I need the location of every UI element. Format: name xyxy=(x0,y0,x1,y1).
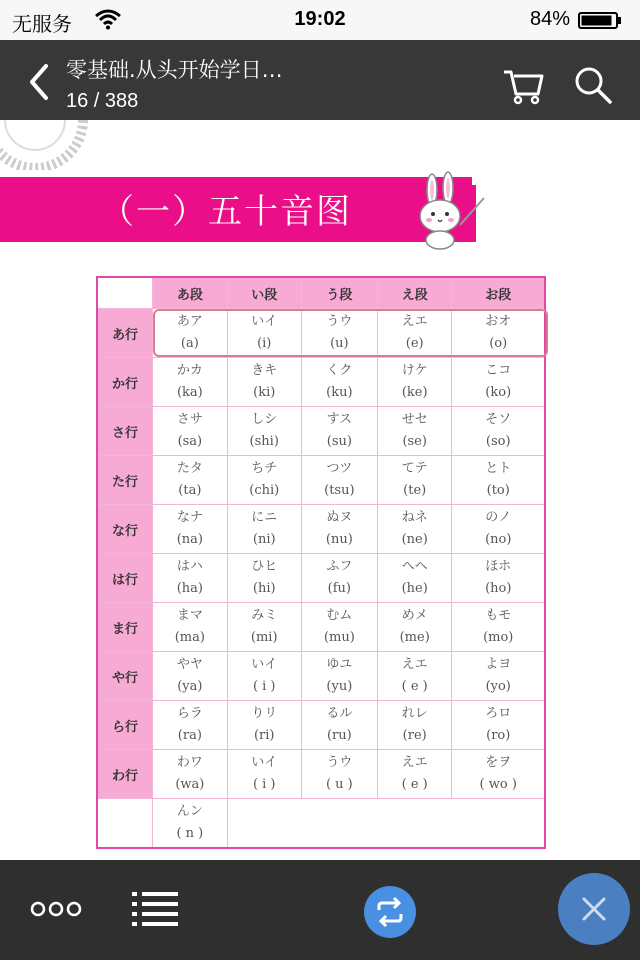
kana-cell xyxy=(227,652,301,701)
kana-chars: ひヒ xyxy=(251,559,278,574)
column-header: お段 xyxy=(452,277,545,309)
kana-chars: いイ xyxy=(251,657,278,672)
kana-chars: すス xyxy=(326,412,353,427)
romaji: (ne) xyxy=(401,532,428,547)
romaji: (na) xyxy=(176,532,203,547)
table-row xyxy=(97,407,545,456)
romaji: (nu) xyxy=(325,532,353,547)
kana-cell xyxy=(452,750,545,799)
romaji: ( i ) xyxy=(252,777,276,792)
romaji: (fu) xyxy=(327,581,351,596)
row-header: た行 xyxy=(97,456,153,505)
kana-cell xyxy=(452,701,545,750)
kana-cell xyxy=(301,750,377,799)
romaji: (i) xyxy=(257,336,272,351)
kana-chars: くク xyxy=(326,363,353,378)
kana-chars: むム xyxy=(326,608,353,623)
row-header: ら行 xyxy=(97,701,153,750)
search-icon[interactable] xyxy=(572,64,614,106)
table-row xyxy=(97,456,545,505)
kana-chars: そソ xyxy=(485,412,512,427)
kana-cell xyxy=(377,652,452,701)
table-row xyxy=(97,603,545,652)
romaji: (to) xyxy=(486,483,510,498)
romaji: (ku) xyxy=(326,385,353,400)
column-header: あ段 xyxy=(153,277,228,309)
kana-cell xyxy=(377,750,452,799)
kana-cell xyxy=(227,554,301,603)
kana-cell xyxy=(452,554,545,603)
kana-chars: をヲ xyxy=(485,755,512,770)
kana-chars: るル xyxy=(326,706,353,721)
romaji: ( i ) xyxy=(252,679,276,694)
kana-chars: きキ xyxy=(251,363,278,378)
kana-chars: やヤ xyxy=(176,657,203,672)
romaji: (te) xyxy=(403,483,427,498)
empty-cell xyxy=(227,799,545,849)
kana-cell xyxy=(153,603,228,652)
kana-chars: いイ xyxy=(251,755,278,770)
kana-chars: へヘ xyxy=(401,559,428,574)
kana-chars: かカ xyxy=(176,363,203,378)
kana-cell xyxy=(153,456,228,505)
romaji: (ho) xyxy=(485,581,512,596)
romaji: (o) xyxy=(489,336,508,351)
kana-chars: ゆユ xyxy=(326,657,353,672)
kana-cell xyxy=(301,456,377,505)
column-header: い段 xyxy=(227,277,301,309)
kana-cell xyxy=(227,456,301,505)
kana-cell xyxy=(377,505,452,554)
kana-chars: せセ xyxy=(401,412,428,427)
kana-cell xyxy=(153,652,228,701)
romaji: (chi) xyxy=(249,483,280,498)
kana-chars: らラ xyxy=(176,706,203,721)
kana-cell xyxy=(227,603,301,652)
sync-button[interactable] xyxy=(364,886,416,938)
kana-chars: とト xyxy=(485,461,512,476)
column-header: え段 xyxy=(377,277,452,309)
romaji: (hi) xyxy=(252,581,276,596)
table-row xyxy=(97,505,545,554)
kana-chars: ろロ xyxy=(485,706,512,721)
table-row xyxy=(97,554,545,603)
kana-chars: こコ xyxy=(485,363,512,378)
kana-cell xyxy=(377,603,452,652)
kana-chars: まマ xyxy=(176,608,203,623)
table-row xyxy=(97,701,545,750)
kana-cell xyxy=(452,358,545,407)
romaji: (ta) xyxy=(178,483,202,498)
row-header: か行 xyxy=(97,358,153,407)
romaji: (u) xyxy=(330,336,349,351)
table-row xyxy=(97,652,545,701)
romaji: (sa) xyxy=(177,434,203,449)
kana-cell xyxy=(153,701,228,750)
row-header xyxy=(97,799,153,849)
kana-chars: もモ xyxy=(485,608,512,623)
kana-cell xyxy=(301,505,377,554)
kana-chars: ぬヌ xyxy=(326,510,353,525)
romaji: (re) xyxy=(402,728,427,743)
table-row xyxy=(97,358,545,407)
more-dots-icon[interactable] xyxy=(30,900,82,918)
row-header: な行 xyxy=(97,505,153,554)
kana-chars: いイ xyxy=(251,314,278,329)
kana-cell xyxy=(301,603,377,652)
kana-chars: れレ xyxy=(401,706,428,721)
kana-chars: のノ xyxy=(485,510,512,525)
close-button[interactable] xyxy=(558,873,630,945)
kana-cell xyxy=(153,799,228,849)
kana-cell xyxy=(153,358,228,407)
romaji: ( wo ) xyxy=(479,777,517,792)
page-counter: 16 / 388 xyxy=(66,90,139,112)
section-heading: （一）五十音图 xyxy=(100,192,352,232)
bunny-mascot-icon xyxy=(410,170,490,250)
kana-cell xyxy=(153,750,228,799)
romaji: (su) xyxy=(326,434,352,449)
kana-cell xyxy=(377,456,452,505)
cart-icon[interactable] xyxy=(502,66,544,106)
row-header: ま行 xyxy=(97,603,153,652)
romaji: (wa) xyxy=(175,777,205,792)
kana-cell xyxy=(301,358,377,407)
kana-chars: みミ xyxy=(251,608,278,623)
romaji: (ki) xyxy=(253,385,276,400)
row-highlight-box xyxy=(153,309,548,357)
romaji: (a) xyxy=(180,336,199,351)
gojuon-table xyxy=(96,276,546,849)
kana-chars: めメ xyxy=(401,608,428,623)
kana-cell xyxy=(227,358,301,407)
clock: 19:02 xyxy=(294,8,346,30)
status-bar xyxy=(0,0,640,40)
kana-chars: おオ xyxy=(485,314,512,329)
kana-cell xyxy=(227,750,301,799)
kana-chars: しシ xyxy=(251,412,278,427)
kana-cell xyxy=(301,554,377,603)
kana-chars: えエ xyxy=(401,657,428,672)
romaji: (mo) xyxy=(483,630,514,645)
kana-cell xyxy=(153,407,228,456)
reader-navbar xyxy=(0,40,640,120)
romaji: (yu) xyxy=(326,679,353,694)
row-header: あ行 xyxy=(97,309,153,358)
kana-chars: んン xyxy=(176,804,203,819)
kana-chars: えエ xyxy=(401,314,428,329)
table-row xyxy=(97,750,545,799)
battery-percent: 84% xyxy=(529,8,570,30)
kana-chars: なナ xyxy=(176,510,203,525)
kana-cell xyxy=(452,407,545,456)
kana-cell xyxy=(301,652,377,701)
romaji: (ya) xyxy=(177,679,203,694)
kana-cell xyxy=(227,407,301,456)
romaji: (shi) xyxy=(249,434,279,449)
book-page xyxy=(0,120,640,860)
romaji: (ha) xyxy=(176,581,203,596)
sync-icon xyxy=(364,886,416,938)
romaji: (ma) xyxy=(174,630,205,645)
kana-chars: りリ xyxy=(251,706,278,721)
row-header: わ行 xyxy=(97,750,153,799)
kana-cell xyxy=(377,407,452,456)
kana-chars: ねネ xyxy=(401,510,428,525)
kana-cell xyxy=(377,701,452,750)
kana-cell xyxy=(377,358,452,407)
romaji: (ra) xyxy=(177,728,202,743)
column-header: う段 xyxy=(301,277,377,309)
row-header: さ行 xyxy=(97,407,153,456)
kana-cell xyxy=(153,505,228,554)
kana-chars: よヨ xyxy=(485,657,512,672)
romaji: ( u ) xyxy=(325,777,353,792)
romaji: (tsu) xyxy=(324,483,355,498)
romaji: (he) xyxy=(401,581,428,596)
romaji: (me) xyxy=(399,630,430,645)
battery-icon xyxy=(578,12,622,29)
kana-chars: さサ xyxy=(176,412,203,427)
kana-cell xyxy=(301,407,377,456)
kana-cell xyxy=(377,554,452,603)
romaji: (ri) xyxy=(253,728,275,743)
book-title: 零基础.从头开始学日… xyxy=(66,58,283,82)
kana-cell xyxy=(153,554,228,603)
kana-chars: ふフ xyxy=(326,559,353,574)
romaji: (ko) xyxy=(485,385,512,400)
kana-chars: あア xyxy=(176,314,203,329)
kana-cell xyxy=(301,701,377,750)
kana-chars: うウ xyxy=(326,755,353,770)
row-header: や行 xyxy=(97,652,153,701)
table-row xyxy=(97,799,545,849)
romaji: ( n ) xyxy=(176,826,204,841)
kana-cell xyxy=(227,505,301,554)
close-icon xyxy=(558,873,630,945)
kana-cell xyxy=(452,456,545,505)
romaji: (ka) xyxy=(176,385,203,400)
romaji: (yo) xyxy=(485,679,511,694)
romaji: (no) xyxy=(485,532,512,547)
romaji: (ro) xyxy=(486,728,511,743)
kana-cell xyxy=(452,603,545,652)
romaji: (se) xyxy=(402,434,427,449)
kana-cell xyxy=(227,701,301,750)
row-header: は行 xyxy=(97,554,153,603)
chevron-left-icon[interactable] xyxy=(26,62,54,102)
romaji: (ru) xyxy=(326,728,352,743)
carrier-label: 无服务 xyxy=(12,12,72,36)
romaji: (ke) xyxy=(401,385,428,400)
romaji: (e) xyxy=(405,336,424,351)
bottom-toolbar xyxy=(0,860,640,960)
kana-chars: ほホ xyxy=(485,559,512,574)
kana-chars: たタ xyxy=(176,461,203,476)
kana-chars: わワ xyxy=(176,755,203,770)
kana-chars: てテ xyxy=(401,461,428,476)
romaji: (ni) xyxy=(252,532,276,547)
romaji: (mi) xyxy=(250,630,278,645)
table-header-row xyxy=(97,277,545,309)
romaji: ( e ) xyxy=(401,679,428,694)
kana-chars: つツ xyxy=(326,461,353,476)
list-icon[interactable] xyxy=(132,890,180,928)
romaji: ( e ) xyxy=(401,777,428,792)
kana-cell xyxy=(452,652,545,701)
stamp-watermark xyxy=(0,120,100,170)
kana-chars: うウ xyxy=(326,314,353,329)
kana-cell xyxy=(452,505,545,554)
kana-chars: ちチ xyxy=(251,461,278,476)
kana-chars: にニ xyxy=(251,510,278,525)
table-body xyxy=(97,309,545,849)
kana-chars: はハ xyxy=(176,559,203,574)
kana-chars: えエ xyxy=(401,755,428,770)
romaji: (so) xyxy=(485,434,511,449)
kana-chars: けケ xyxy=(401,363,428,378)
corner-cell xyxy=(97,277,153,309)
romaji: (mu) xyxy=(323,630,355,645)
